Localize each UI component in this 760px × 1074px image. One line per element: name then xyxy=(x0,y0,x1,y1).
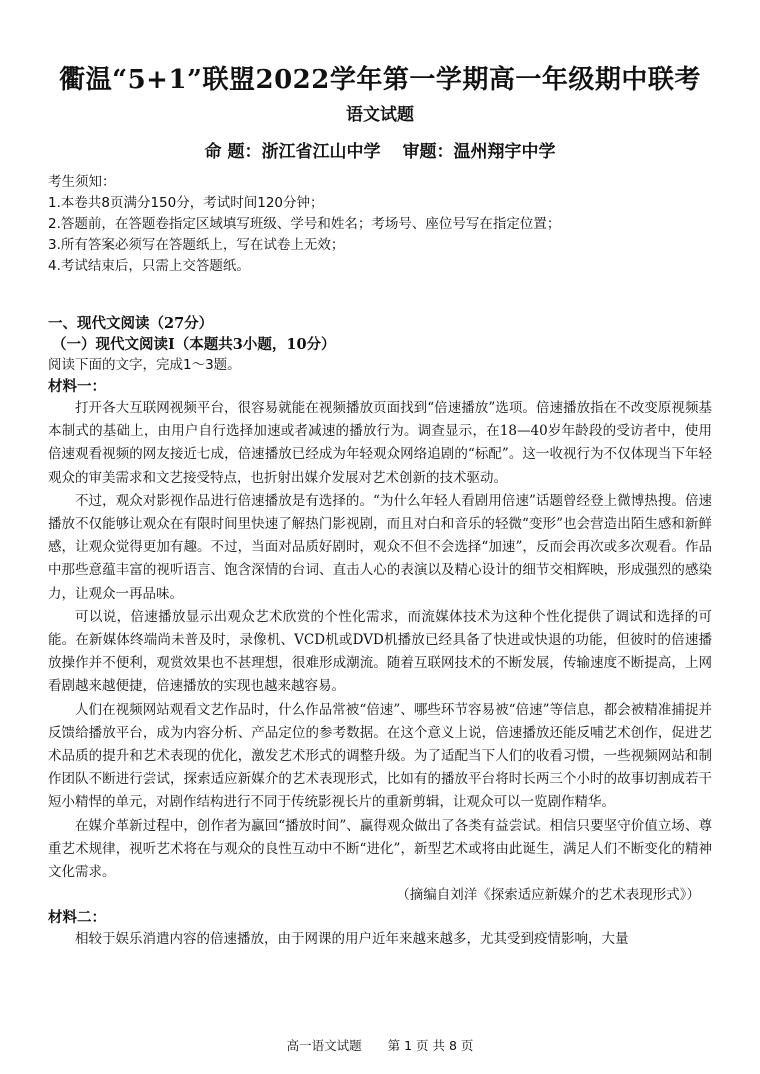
source-citation: （摘编自刘洋《探索适应新媒介的艺术表现形式》） xyxy=(396,887,700,904)
exam-title: 衢温“5+1”联盟2022学年第一学期高一年级期中联考 xyxy=(59,65,701,95)
notice-heading: 考生须知： xyxy=(48,174,116,190)
notice-item: 2.答题前，在答题卷指定区域填写班级、学号和姓名；考场号、座位号写在指定位置； xyxy=(48,216,561,232)
setter-label: 命 题：浙江省江山中学 xyxy=(204,142,381,162)
notice-item: 3.所有答案必须写在答题纸上，写在试卷上无效； xyxy=(48,237,345,253)
section-title: 一、现代文阅读（27分） xyxy=(48,315,214,332)
material-paragraph: 相较于娱乐消遣内容的倍速播放，由于网课的用户近年来越来越多，尤其受到疫情影响，大量 xyxy=(75,931,629,948)
footer-page-number: 第 1 页 共 8 页 xyxy=(387,1038,474,1053)
reading-instruction: 阅读下面的文字，完成1～3题。 xyxy=(48,357,241,373)
exam-subtitle: 语文试题 xyxy=(346,105,414,125)
authors-line xyxy=(48,140,712,164)
exam-notice xyxy=(48,172,712,277)
footer-subject: 高一语文试题 xyxy=(286,1038,362,1053)
part-title: （一）现代文阅读Ⅰ（本题共3小题，10分） xyxy=(52,336,336,353)
material-label: 材料二： xyxy=(48,909,106,927)
material-paragraph: 在媒介革新过程中，创作者为赢回“播放时间”、赢得观众做出了各类有益尝试。相信只要坚守价值立场、尊重艺术规律，视听艺术将在与观众的良性互动中不断“进化”，新型艺术或将由此诞生，满足人们不断变化的精神文化需求。 xyxy=(48,817,712,881)
notice-item: 1.本卷共8页满分150分，考试时间120分钟； xyxy=(48,195,324,211)
material-paragraph: 打开各大互联网视频平台，很容易就能在视频播放页面找到“倍速播放”选项。倍速播放指在不改变原视频基本制式的基础上，由用户自行选择加速或者减速的播放行为。调查显示，在18—40岁年龄段的受访者中，使用倍速观看视频的网友接近七成，倍速播放已经成为年轻观众网络追剧的“标配”。这一收视行为不仅体现当下年轻观众的审美需求和文艺接受特点，也折射出媒介发展对艺术创新的技术驱动。 xyxy=(48,400,712,486)
material-paragraph: 人们在视频网站观看文艺作品时，什么作品常被“倍速”、哪些环节容易被“倍速”等信息，都会被精准捕捉并反馈给播放平台，成为内容分析、产品定位的参考数据。在这个意义上说，倍速播放还能反哺艺术创作，促进艺术品质的提升和艺术表现的优化，激发艺术形式的调整升级。为了适配当下人们的收看习惯，一些视频网站和制作团队不断进行尝试，探索适应新媒介的艺术表现形式，比如有的播放平台将时长两三个小时的故事切割成若干短小精悍的单元，对剧作结构进行不同于传统影视长片的重新剪辑，让观众可以一览剧作精华。 xyxy=(48,701,712,811)
notice-item: 4.考试结束后，只需上交答题纸。 xyxy=(48,258,250,274)
page-footer xyxy=(0,1036,760,1054)
reviewer-label: 审题：温州翔宇中学 xyxy=(402,142,556,162)
material-label: 材料一： xyxy=(48,378,106,395)
material-paragraph: 不过，观众对影视作品进行倍速播放是有选择的。“为什么年轻人看剧用倍速”话题曾经登上微博热搜。倍速播放不仅能够让观众在有限时间里快速了解热门影视剧，而且对白和音乐的轻微“变形”也会营造出陌生感和新鲜感，让观众觉得更加有趣。不过，当面对品质好剧时，观众不但不会选择“加速”，反而会再次或多次观看。作品中那些意蕴丰富的视听语言、饱含深情的台词、直击人心的表演以及精心设计的细节交相辉映，形成强烈的感染力，让观众一再品味。 xyxy=(48,492,712,602)
material-paragraph: 可以说，倍速播放显示出观众艺术欣赏的个性化需求，而流媒体技术为这种个性化提供了调试和选择的可能。在新媒体终端尚未普及时，录像机、VCD机或DVD机播放已经具备了快进或快退的功能，但彼时的倍速播放操作并不便利，观赏效果也不甚理想，很难形成潮流。随着互联网技术的不断发展，传输速度不断提高，上网看剧越来越便捷，倍速播放的实现也越来越容易。 xyxy=(48,608,712,695)
